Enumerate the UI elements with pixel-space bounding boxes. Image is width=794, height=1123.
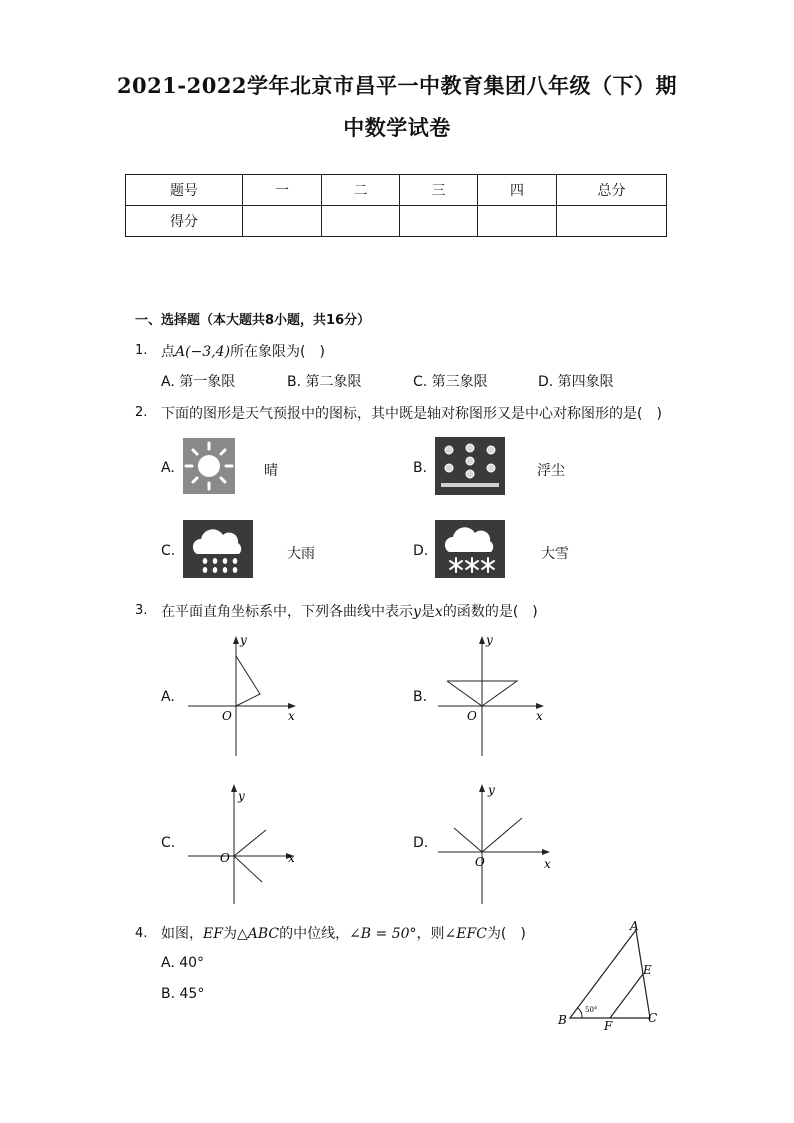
stem-text: 是 (420, 604, 435, 620)
question-number: 3. (135, 603, 148, 618)
point-f-label: F (604, 1019, 613, 1033)
y-axis-label: y (238, 789, 245, 803)
vertex-b-label: B (558, 1013, 567, 1027)
question-1-stem (161, 341, 325, 361)
option-b[interactable]: B. 45° (161, 986, 205, 1002)
question-3-stem (161, 601, 538, 621)
option-d[interactable]: D. 第四象限 (538, 374, 614, 390)
graph-b (434, 632, 564, 758)
score-table-cell: 四 (478, 175, 557, 206)
dust-icon (435, 437, 505, 495)
stem-math: x (434, 604, 443, 620)
triangle-figure (552, 918, 668, 1034)
score-cell[interactable] (400, 206, 478, 237)
origin-label: O (467, 709, 477, 723)
option-c-letter[interactable]: C. (161, 835, 176, 851)
angle-b-label: 50° (585, 1006, 598, 1014)
stem-math: ∠B = 50° (349, 926, 417, 942)
sun-icon (183, 438, 235, 494)
stem-text: ，则 (416, 926, 445, 942)
option-b-label: 浮尘 (537, 463, 565, 479)
origin-label: O (222, 709, 232, 723)
heavy-snow-icon (435, 520, 505, 578)
question-number: 4. (135, 926, 148, 941)
y-axis-label: y (240, 633, 247, 647)
score-cell[interactable] (478, 206, 557, 237)
option-c[interactable]: C. 第三象限 (413, 374, 488, 390)
score-table-score-row (126, 206, 667, 237)
option-b-letter[interactable]: B. (413, 689, 428, 705)
vertex-a-label: A (630, 919, 639, 933)
score-table-cell: 一 (243, 175, 322, 206)
option-a-label: 晴 (264, 463, 278, 479)
page-subtitle: 中数学试卷 (343, 115, 451, 140)
option-a[interactable]: A. 40° (161, 955, 205, 971)
stem-text: 的函数的是( ) (442, 604, 538, 620)
option-c-label: 大雨 (287, 546, 315, 562)
x-axis-label: x (536, 709, 543, 723)
option-b-letter[interactable]: B. (413, 460, 428, 476)
option-a-letter[interactable]: A. (161, 460, 175, 476)
stem-math: y (413, 604, 421, 620)
stem-text: 在平面直角坐标系中，下列各曲线中表示 (161, 604, 413, 620)
y-axis-label: y (488, 783, 495, 797)
stem-text: 如图， (161, 926, 203, 942)
stem-text: 的中位线， (279, 926, 350, 942)
y-axis-label: y (486, 633, 493, 647)
page-title: 2021-2022学年北京市昌平一中教育集团八年级（下）期 (116, 73, 678, 98)
score-table (125, 174, 667, 237)
score-table-cell: 得分 (126, 206, 243, 237)
score-cell[interactable] (322, 206, 400, 237)
x-axis-label: x (544, 857, 551, 871)
score-cell[interactable] (557, 206, 667, 237)
x-axis-label: x (288, 851, 295, 865)
vertex-c-label: C (648, 1011, 658, 1025)
graph-a (184, 632, 314, 758)
option-b[interactable]: B. 第二象限 (287, 374, 362, 390)
question-number: 2. (135, 405, 148, 420)
option-d-label: 大雪 (541, 546, 569, 562)
stem-math: EF (203, 926, 223, 942)
point-e-label: E (643, 963, 652, 977)
stem-text: 为( ) (486, 926, 526, 942)
origin-label: O (475, 855, 485, 869)
origin-label: O (220, 851, 230, 865)
stem-text: 为 (222, 926, 237, 942)
score-cell[interactable] (243, 206, 322, 237)
score-table-cell: 题号 (126, 175, 243, 206)
graph-c (184, 780, 314, 906)
stem-text: 点 (161, 344, 175, 360)
graph-d (434, 780, 564, 906)
option-d-letter[interactable]: D. (413, 543, 429, 559)
option-a[interactable]: A. 第一象限 (161, 374, 236, 390)
stem-math: ∠EFC (444, 926, 487, 942)
question-2-stem: 下面的图形是天气预报中的图标，其中既是轴对称图形又是中心对称图形的是( ) (161, 406, 662, 422)
option-c-letter[interactable]: C. (161, 543, 176, 559)
score-table-cell: 二 (322, 175, 400, 206)
question-4-stem (161, 923, 526, 943)
question-number: 1. (135, 343, 148, 358)
score-table-cell: 总分 (557, 175, 667, 206)
option-a-letter[interactable]: A. (161, 689, 175, 705)
section-header: 一、选择题（本大题共8小题，共16分） (135, 313, 371, 328)
stem-text: 所在象限为( ) (230, 344, 325, 360)
stem-math: △ABC (236, 926, 280, 942)
heavy-rain-icon (183, 520, 253, 578)
option-d-letter[interactable]: D. (413, 835, 429, 851)
stem-math: A(−3,4) (175, 344, 231, 360)
score-table-cell: 三 (400, 175, 478, 206)
score-table-header-row (126, 175, 667, 206)
x-axis-label: x (288, 709, 295, 723)
